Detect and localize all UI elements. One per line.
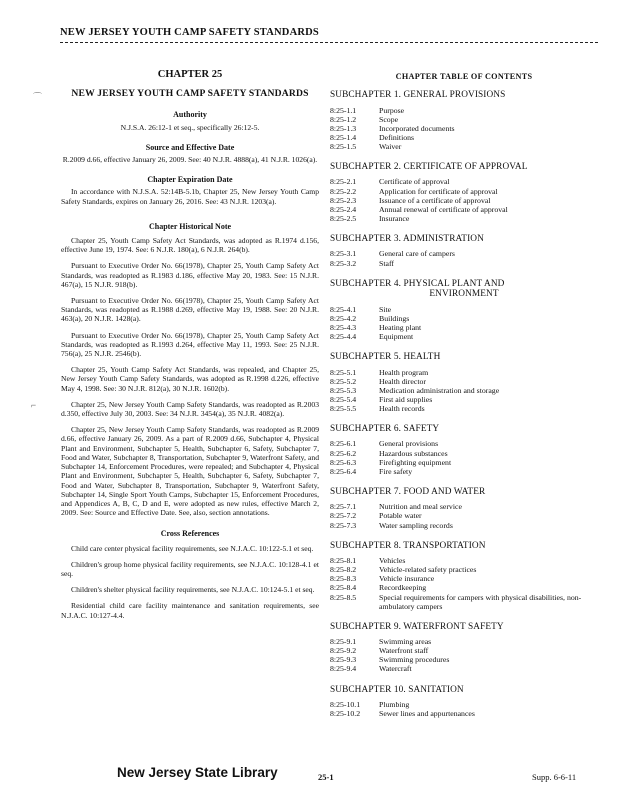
section-number: 8:25-3.1: [330, 249, 357, 259]
subchapter-heading: [330, 487, 598, 498]
toc-entry: [330, 124, 598, 133]
section-title: Health director: [379, 376, 426, 386]
section-number: 8:25-9.4: [330, 664, 357, 674]
toc-entry: [330, 187, 598, 196]
section-title: Certificate of approval: [379, 177, 450, 187]
section-title: Hazardous substances: [379, 448, 448, 458]
toc-entry: [330, 368, 598, 377]
toc-entry: [330, 574, 598, 583]
subchapter-title: SUBCHAPTER 10. SANITATION: [330, 684, 464, 695]
subchapter-title: SUBCHAPTER 6. SAFETY: [330, 423, 440, 434]
subchapter-heading: [330, 622, 598, 633]
section-number: 8:25-9.2: [330, 646, 357, 656]
expiration-heading: Chapter Expiration Date: [147, 175, 233, 185]
section-title: Application for certificate of approval: [379, 186, 498, 196]
toc-entry: [330, 177, 598, 186]
section-title: Water sampling records: [379, 520, 453, 530]
toc-entry: [330, 323, 598, 332]
section-title: Waterfront staff: [379, 646, 429, 656]
toc-entry: [330, 377, 598, 386]
section-number: 8:25-4.3: [330, 322, 357, 332]
section-title: Health program: [379, 367, 429, 377]
history-paragraph: Pursuant to Executive Order No. 66(1978), Chapter 25, Youth Camp Safety Act Standards, was readopted as R.1993 d.264, effective May 11, 1993. See: 25 N.J.R. 756(a), 25 N.J.R. 2546(b).: [61, 330, 319, 359]
section-list: [330, 700, 598, 718]
section-number: 8:25-4.4: [330, 331, 357, 341]
subchapter-heading: [330, 90, 598, 101]
toc-title: CHAPTER TABLE OF CONTENTS: [395, 72, 533, 81]
source-text: R.2009 d.66, effective January 26, 2009. See: 40 N.J.R. 4888(a), 41 N.J.R. 1026(a).: [62, 155, 318, 165]
section-list: [330, 305, 598, 341]
margin-mark: ⌐: [31, 400, 37, 410]
section-number: 8:25-1.5: [330, 141, 357, 151]
subchapter-heading: [330, 541, 598, 552]
toc-entry: [330, 458, 598, 467]
section-title: Equipment: [379, 331, 414, 341]
section-title: Staff: [379, 258, 395, 268]
history-paragraph: Pursuant to Executive Order No. 66(1978), Chapter 25, Youth Camp Safety Act Standards, was readopted as R.1988 d.269, effective May 19, 1988. See: 20 N.J.R. 463(a), 20 N.J.R. 1428(a).: [61, 296, 319, 324]
section-title: Nutrition and meal service: [379, 502, 462, 512]
toc-entry: [330, 449, 598, 458]
left-column: [61, 70, 319, 627]
toc-entry: [330, 556, 598, 565]
section-number: 8:25-4.1: [330, 304, 357, 314]
section-title: Swimming procedures: [379, 655, 450, 665]
section-title: General provisions: [379, 439, 439, 449]
section-number: 8:25-7.1: [330, 502, 357, 512]
history-paragraph: Chapter 25, Youth Camp Safety Act Standards, was repealed, and Chapter 25, New Jersey Youth Camp Safety Standards, was adopted as R.1998 d.226, effective May 4, 1998. See: 30 N.J.R. 812(a), 30 N.J.R. 1602(b).: [61, 365, 319, 393]
subchapter-title: SUBCHAPTER 8. TRANSPORTATION: [330, 540, 486, 551]
subchapter-title: SUBCHAPTER 4. PHYSICAL PLANT AND: [330, 278, 505, 289]
chapter-title: NEW JERSEY YOUTH CAMP SAFETY STANDARDS: [71, 88, 309, 100]
cross-reference: Child care center physical facility requirements, see N.J.A.C. 10:122-5.1 et seq.: [71, 543, 314, 553]
section-number: 8:25-8.4: [330, 583, 357, 593]
section-title: First aid supplies: [379, 394, 433, 404]
chapter-number: CHAPTER 25: [157, 69, 223, 80]
toc-entry: [330, 314, 598, 323]
toc-entry: [330, 106, 598, 115]
cross-reference: Residential child care facility maintenance and sanitation requirements, see N.J.A.C. 10:127-4.4.: [61, 601, 319, 620]
section-number: 8:25-8.1: [330, 556, 357, 566]
section-title: Site: [379, 304, 392, 314]
section-title: Sewer lines and appurtenances: [379, 709, 475, 719]
running-head: NEW JERSEY YOUTH CAMP SAFETY STANDARDS: [60, 27, 319, 38]
section-title: Incorporated documents: [379, 123, 455, 133]
expiration-text: In accordance with N.J.S.A. 52:14B-5.1b, Chapter 25, New Jersey Youth Camp Safety Standards, expires on January 26, 2016. See: 43 N.J.R. 1203(a).: [61, 187, 319, 206]
subchapter-heading: [330, 279, 598, 300]
section-title: Purpose: [379, 105, 405, 115]
toc-entry: [330, 249, 598, 258]
toc-entry: [330, 637, 598, 646]
toc-entry: [330, 565, 598, 574]
section-number: 8:25-5.1: [330, 367, 357, 377]
toc-entry: [330, 709, 598, 718]
section-list: [330, 439, 598, 475]
section-title: Vehicle-related safety practices: [379, 565, 477, 575]
history-paragraph: Chapter 25, New Jersey Youth Camp Safety Standards, was readopted as R.2009 d.66, effective January 26, 2009. As a part of R.2009 d.66, Subchapter 4, Physical Plant and Environment, Subchapter 5, Health, Subchapter 6, Safety, Subchapter 7, Food and Water, Subchapter 8, Transportation, Subchapter 9, Waterfront Safety, and Subchapter 14, Enforcement Procedures, were repealed; and Subchapter 4, Physical Plant and Environment, Subchapter 5, Health, Subchapter 6, Safety, Subchapter 7, Food and Water, Subchapter 8, Transportation, Subchapter 9, Waterfront Safety, Subchapter 14, Single Sport Youth Camps, Subchapter 15, Enforcement Procedures, and Appendices A, B, C, D and E, were adopted as new rules, effective March 2, 2009. See: Source and Effective Date. See, also, section annotations.: [61, 425, 319, 518]
section-list: [330, 106, 598, 151]
toc-entry: [330, 404, 598, 413]
cross-references: [61, 544, 319, 620]
toc-entry: [330, 664, 598, 673]
section-number: 8:25-10.1: [330, 700, 361, 710]
subchapter-title: SUBCHAPTER 7. FOOD AND WATER: [330, 486, 486, 497]
section-title: General care of campers: [379, 249, 455, 259]
toc-entry: [330, 511, 598, 520]
subchapter-title: SUBCHAPTER 2. CERTIFICATE OF APPROVAL: [330, 161, 528, 172]
toc-entry: [330, 521, 598, 530]
subchapter-heading: [330, 162, 598, 173]
section-number: 8:25-2.1: [330, 177, 357, 187]
toc-entry: [330, 655, 598, 664]
section-list: [330, 637, 598, 673]
historical-note: [61, 236, 319, 517]
toc-entry: [330, 196, 598, 205]
section-title: Scope: [379, 114, 399, 124]
section-number: 8:25-5.2: [330, 376, 357, 386]
cross-references-heading: Cross References: [160, 529, 220, 539]
toc-entry: [330, 133, 598, 142]
subchapter-title: SUBCHAPTER 3. ADMINISTRATION: [330, 233, 484, 244]
section-number: 8:25-6.2: [330, 448, 357, 458]
section-number: 8:25-9.1: [330, 637, 357, 647]
subchapter-title: SUBCHAPTER 9. WATERFRONT SAFETY: [330, 621, 504, 632]
toc-entry: [330, 305, 598, 314]
section-number: 8:25-1.4: [330, 132, 357, 142]
toc-entry: [330, 115, 598, 124]
toc-entry: [330, 583, 598, 592]
section-title: Watercraft: [379, 664, 412, 674]
section-title: Heating plant: [379, 322, 422, 332]
section-title: Waiver: [379, 141, 402, 151]
section-number: 8:25-1.3: [330, 123, 357, 133]
section-number: 8:25-10.2: [330, 709, 361, 719]
toc-entry: [330, 259, 598, 268]
supplement-date: Supp. 6-6-11: [532, 772, 577, 782]
section-number: 8:25-6.3: [330, 457, 357, 467]
subchapter-title: SUBCHAPTER 5. HEALTH: [330, 352, 441, 362]
section-number: 8:25-7.3: [330, 520, 357, 530]
toc-entry: [330, 646, 598, 655]
section-list: [330, 502, 598, 529]
section-title: Medication administration and storage: [379, 385, 500, 395]
section-title: Fire safety: [379, 466, 413, 476]
section-number: 8:25-2.2: [330, 186, 357, 196]
header-rule: [60, 42, 598, 43]
subchapter-heading: [330, 685, 598, 696]
section-title: Buildings: [379, 313, 410, 323]
section-number: 8:25-4.2: [330, 313, 357, 323]
toc-entry: [330, 700, 598, 709]
subchapter-title: SUBCHAPTER 1. GENERAL PROVISIONS: [330, 90, 506, 100]
section-list: [330, 368, 598, 413]
subchapter-title-continued: ENVIRONMENT: [429, 289, 499, 300]
history-paragraph: Chapter 25, Youth Camp Safety Act Standards, was adopted as R.1974 d.156, effective June 19, 1974. See: 6 N.J.R. 180(a), 6 N.J.R. 264(b).: [61, 236, 319, 255]
historical-note-heading: Chapter Historical Note: [148, 221, 232, 231]
cross-reference: Children's group home physical facility requirements, see N.J.A.C. 10:128-4.1 et seq.: [61, 559, 319, 578]
section-number: 8:25-5.4: [330, 394, 357, 404]
toc-entry: [330, 467, 598, 476]
margin-mark: ⌒: [33, 92, 43, 102]
history-paragraph: Pursuant to Executive Order No. 66(1978), Chapter 25, Youth Camp Safety Act Standards, was readopted as R.1983 d.186, effective May 20, 1983. See: 15 N.J.R. 467(a), 15 N.J.R. 918(b).: [61, 261, 319, 289]
page-number: 25-1: [318, 772, 334, 782]
toc-entry: [330, 502, 598, 511]
section-list: [330, 249, 598, 267]
section-number: 8:25-8.3: [330, 574, 357, 584]
toc-entry: [330, 332, 598, 341]
section-title: Vehicles: [379, 556, 406, 566]
section-number: 8:25-6.1: [330, 439, 357, 449]
section-number: 8:25-6.4: [330, 466, 357, 476]
section-title: Swimming areas: [379, 637, 432, 647]
cross-reference: Children's shelter physical facility requirements, see N.J.A.C. 10:124-5.1 et seq.: [71, 585, 315, 595]
section-number: 8:25-9.3: [330, 655, 357, 665]
toc-entry: [330, 593, 598, 611]
toc-entry: [330, 205, 598, 214]
section-number: 8:25-7.2: [330, 511, 357, 521]
section-title: Vehicle insurance: [379, 574, 435, 584]
toc-entry: [330, 395, 598, 404]
section-number: 8:25-1.1: [330, 105, 357, 115]
section-list: [330, 177, 598, 222]
library-stamp: New Jersey State Library: [117, 765, 278, 780]
section-number: 8:25-8.2: [330, 565, 357, 575]
subchapter-heading: [330, 234, 598, 245]
section-title: Annual renewal of certificate of approval: [379, 204, 508, 214]
table-of-contents: [330, 72, 598, 729]
section-number: 8:25-8.5: [330, 592, 357, 602]
section-number: 8:25-2.3: [330, 195, 357, 205]
subchapter-heading: [330, 424, 598, 435]
section-title: Issuance of a certificate of approval: [379, 195, 491, 205]
section-number: 8:25-5.5: [330, 403, 357, 413]
toc-entry: [330, 439, 598, 448]
section-title: Potable water: [379, 511, 422, 521]
toc-entry: [330, 214, 598, 223]
section-title: Insurance: [379, 213, 410, 223]
toc-entry: [330, 386, 598, 395]
section-number: 8:25-5.3: [330, 385, 357, 395]
toc-body: [330, 90, 598, 718]
section-list: [330, 556, 598, 611]
authority-heading: Authority: [173, 110, 207, 120]
toc-entry: [330, 142, 598, 151]
authority-text: N.J.S.A. 26:12-1 et seq., specifically 26:12-5.: [120, 122, 260, 132]
history-paragraph: Chapter 25, New Jersey Youth Camp Safety Standards, was readopted as R.2003 d.350, effective July 30, 2003. See: 34 N.J.R. 3454(a), 35 N.J.R. 4082(a).: [61, 399, 319, 419]
section-number: 8:25-2.4: [330, 204, 357, 214]
section-title: Firefighting equipment: [379, 457, 452, 467]
section-title: Special requirements for campers with physical disabilities, non-ambulatory campers: [379, 592, 582, 611]
section-number: 8:25-3.2: [330, 258, 357, 268]
subchapter-heading: [330, 352, 598, 363]
section-number: 8:25-2.5: [330, 213, 357, 223]
section-number: 8:25-1.2: [330, 114, 357, 124]
section-title: Health records: [379, 403, 425, 413]
section-title: Definitions: [379, 132, 415, 142]
source-heading: Source and Effective Date: [145, 142, 235, 152]
section-title: Recordkeeping: [379, 583, 427, 593]
section-title: Plumbing: [379, 700, 410, 710]
